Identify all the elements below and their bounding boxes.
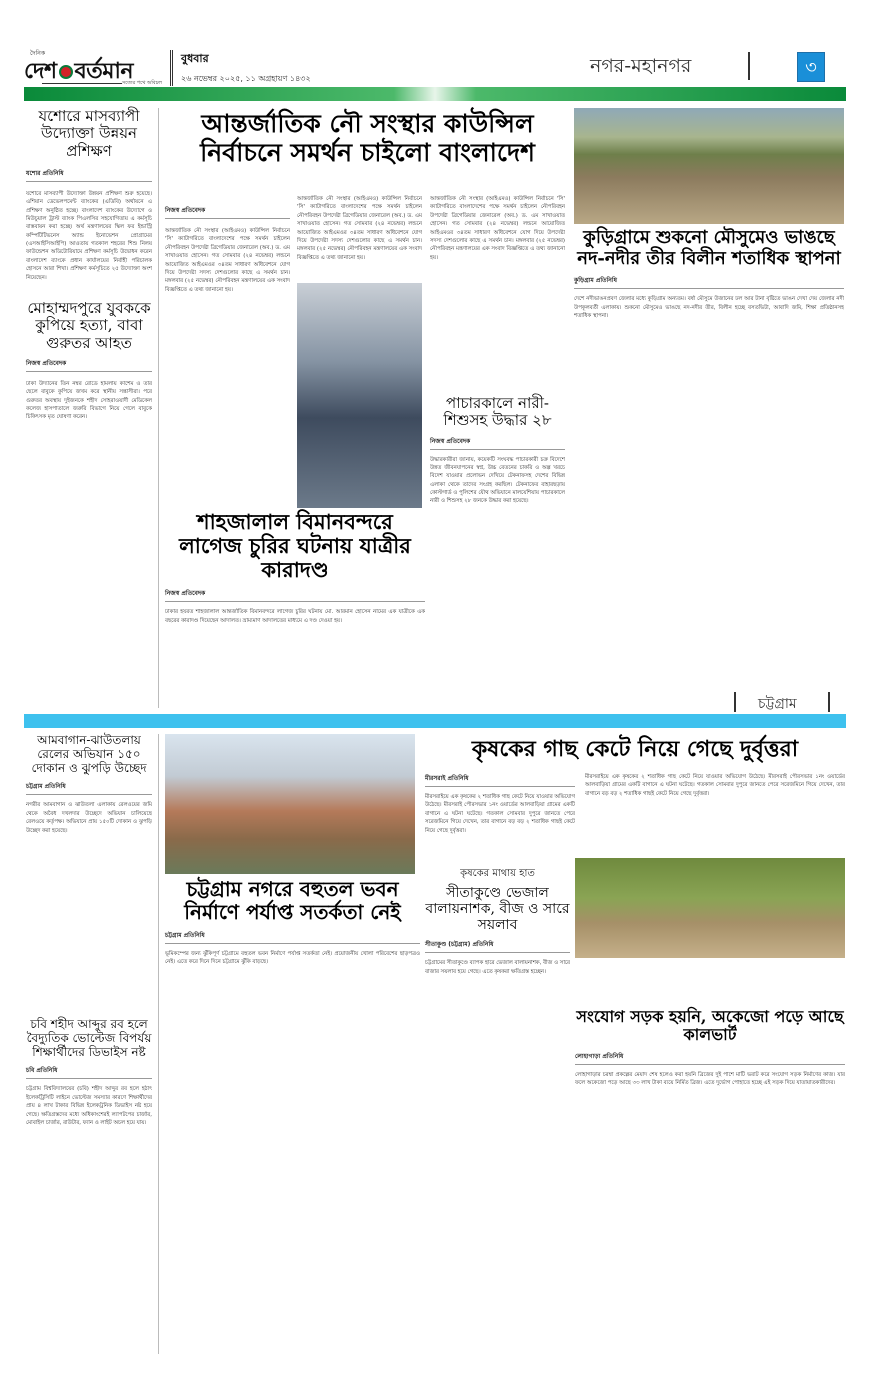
story-headline: চবি শহীদ আব্দুর রব হলে বৈদ্যুতিক ভোল্টেজ বিপর্যয় শিক্ষার্থীদের ডিভাইস নষ্ট (26, 1017, 152, 1059)
photo-highrise-buildings (165, 734, 415, 874)
story-headline: শাহজালাল বিমানবন্দরে লাগেজ চুরির ঘটনায় যাত্রীর কারাদণ্ড (179, 509, 411, 583)
story-body: ঢাকার হযরত শাহজালাল আন্তর্জাতিক বিমানবন্দরে লাগেজ চুরির ঘটনায় মো. আরমান হোসেন নামের এক যাত্রীকে এক বছরের কারাদণ্ড দিয়েছেন আদালত। ভ্রাম্যমাণ আদালতের মাধ্যমে এ দণ্ড দেওয়া হয়। (165, 609, 425, 624)
page-number-badge: ৩ (797, 52, 825, 82)
story-body-continued: আন্তর্জাতিক নৌ সংস্থার (আইএমও) কাউন্সিল নির্বাচনে 'সি' ক্যাটাগরিতে বাংলাদেশের পক্ষে সমর্থন চাইলেন নৌপরিবহন উপদেষ্টা ব্রিগেডিয়ার জেনারেল (অব.) ড. এম সাখাওয়াত হোসেন। গত সোমবার (২৪ নভেম্বর) লন্ডনে আয়োজিত আইএমওর ৩৪তম সাধারণ অধিবেশনে যোগ দিয়ে উপদেষ্টা সদস্য দেশগুলোর কাছে এ সমর্থন চান। মঙ্গলবার (২৫ নভেম্বর) নৌপরিবহন মন্ত্রণালয়ের এক সংবাদ বিজ্ঞপ্তিতে এ তথ্য জানানো হয়। (297, 196, 422, 261)
column-divider (158, 734, 159, 1354)
story-culvert (575, 1008, 845, 1361)
date-block (170, 50, 311, 86)
story-mohammadpur (26, 300, 152, 730)
story-body-continued: মীরসরাইয়ে এক কৃষকের ২ শতাধিক গাছ কেটে নিয়ে যাওয়ার অভিযোগ উঠেছে। মীরসরাই পৌরসভার ১নং ওয়ার্ডের আলবাড়িয়া গ্রামের একটি বাগানে এ ঘটনা ঘটেছে। গতকাল সোমবার দুপুরে জানতে পেরে সরেজমিনে গিয়ে দেখেন, তার বাগানে বড় বড় ২ শতাধিক গাছই কেটে নিয়ে গেছে দুর্বৃত্তরা। (585, 774, 845, 797)
photo-felled-trees (575, 858, 845, 958)
story-headline: যশোরে মাসব্যাপী উদ্যোক্তা উন্নয়ন প্রশিক্ষণ (38, 107, 140, 160)
story-body: চট্টগ্রামের সীতাকুণ্ডে ব্যাপক হারে ভেজাল বালায়নাশক, বীজ ও সারে বাজার সয়লাব হয়ে গেছে। এতে কৃষকরা ক্ষতিগ্রস্ত হচ্ছেন। (425, 960, 570, 975)
story-jessore (26, 108, 152, 318)
story-headline: সংযোগ সড়ক হয়নি, অকেজো পড়ে আছে কালভার্ট (576, 1007, 844, 1045)
story-rail-eviction (26, 734, 152, 981)
story-byline: যশোর প্রতিনিধি (26, 168, 152, 182)
logo-tagline: সত্যের পথে অবিচল (121, 80, 162, 86)
subsection-title: চট্টগ্রাম (758, 696, 797, 712)
story-imo (165, 110, 570, 168)
photo-airport-arrest (297, 283, 422, 508)
story-shahjalal (165, 510, 425, 696)
map-emblem-icon (59, 65, 73, 79)
logo-left-word: দেশ (24, 59, 57, 84)
story-headline: আমবাগান-ঝাউতলায় রেলের অভিযান ১৫০ দোকান ও ঝুপড়ি উচ্ছেদ (31, 733, 147, 775)
story-trafficking (430, 395, 565, 711)
story-farmer-col1 (425, 773, 575, 863)
story-kurigram (574, 228, 844, 630)
story-buildings (165, 878, 420, 1345)
newspaper-logo (22, 48, 162, 88)
story-headline: সীতাকুণ্ডে ভেজাল বালায়নাশক, বীজ ও সারে সয়লাব (425, 885, 570, 934)
logo-small-text: দৈনিক (30, 50, 46, 57)
story-body: লোহাগাড়ার চরম্বা প্রকল্পের মেয়াদ শেষ হলেও করা হয়নি ব্রিজের দুই পাশে মাটি ভরাট করে সংযোগ সড়ক নির্মাণের কাজ। যার ফলে অকেজো পড়ে আছে ৩৩ লাখ টাকা ব্যয়ে নির্মিত ব্রিজ। এতে দুর্ভোগ পোহাতে হচ্ছে এই সড়ক দিয়ে যাতায়াতকারীদের। (575, 1071, 845, 1087)
story-body: আন্তর্জাতিক নৌ সংস্থার (আইএমও) কাউন্সিল নির্বাচনে 'সি' ক্যাটাগরিতে বাংলাদেশের পক্ষে সমর্থন চাইলেন নৌপরিবহন উপদেষ্টা ব্রিগেডিয়ার জেনারেল (অব.) ড. এম সাখাওয়াত হোসেন। গত সোমবার (২৪ নভেম্বর) লন্ডনে আয়োজিত আইএমওর ৩৪তম সাধারণ অধিবেশনে যোগ দিয়ে উপদেষ্টা সদস্য দেশগুলোর কাছে এ সমর্থন চান। মঙ্গলবার (২৫ নভেম্বর) নৌপরিবহন মন্ত্রণালয়ের এক সংবাদ বিজ্ঞপ্তিতে এ তথ্য জানানো হয়। (165, 228, 290, 293)
header-green-bar (24, 87, 846, 101)
story-body: মীরসরাইয়ে এক কৃষকের ২ শতাধিক গাছ কেটে নিয়ে যাওয়ার অভিযোগ উঠেছে। মীরসরাই পৌরসভার ১নং ওয়ার্ডের আলবাড়িয়া গ্রামের একটি বাগানে এ ঘটনা ঘটেছে। গতকাল সোমবার দুপুরে জানতে পেরে সরেজমিনে গিয়ে দেখেন, তার বাগানে বড় বড় ২ শতাধিক গাছই কেটে নিয়ে গেছে দুর্বৃত্তরা। (425, 794, 575, 834)
story-body: ঢাকা উদ্যানের তিন নম্বর রোডে হামলায় কাশেম ও তার ছেলে বাবুকে কুপিয়ে জখম করে স্থানীয় সন্ত্রাসীরা। পরে গুরুতর অবস্থায় দুইজনকে শহীদ সোহরাওয়ার্দী মেডিকেল কলেজ হাসপাতালে জরুরি বিভাগে নিয়ে গেলে বাবুকে চিকিৎসক মৃত ঘোষণা করেন। (26, 380, 152, 421)
story-headline: পাচারকালে নারী-শিশুসহ উদ্ধার ২৮ (443, 394, 552, 430)
date-label: ২৬ নভেম্বর ২০২৫, ১১ অগ্রহায়ণ ১৪৩২ (181, 74, 311, 83)
photo-riverbank-erosion (574, 108, 844, 224)
story-byline: চবি প্রতিনিধি (26, 1065, 152, 1079)
section-title: নগর-মহানগর (590, 55, 692, 77)
column-divider (158, 108, 159, 708)
section-divider (828, 692, 830, 712)
section-divider (734, 692, 736, 712)
story-headline: কুড়িগ্রামে শুকনো মৌসুমেও ভাঙছে নদ-নদীর তীর বিলীন শতাধিক স্থাপনা (577, 227, 841, 269)
story-kicker: কৃষকের মাথায় হাত (460, 868, 535, 879)
story-farmer-trees (425, 737, 845, 762)
story-body: চট্টগ্রাম বিশ্ববিদ্যালয়ের (চবি) শহীদ আব্দুর রব হলে হঠাৎ ইলেকট্রিসিটি লাইনে ভোল্টেজ সমস্যার কারণে শিক্ষার্থীদের প্রায় ৪ লাখ টাকার বিভিন্ন ইলেকট্রনিক ডিভাইস নষ্ট হয়ে গেছে। ক্ষতিগ্রস্তদের মধ্যে অধিকাংশেরই ল্যাপটপের চার্জার, মোবাইল চার্জার, রাউটার, ফ্যান ও লাইট অচল হয়ে যায়। (26, 1086, 152, 1126)
story-headline: মোহাম্মদপুরে যুবককে কুপিয়ে হত্যা, বাবা গুরুতর আহত (27, 299, 151, 352)
story-headline: চট্টগ্রাম নগরে বহুতল ভবন নির্মাণে পর্যাপ্ত সতর্কতা নেই (184, 877, 401, 924)
logo-right-word: বর্তমান (74, 59, 133, 84)
logo-rule (42, 83, 122, 84)
logo-wordmark (24, 54, 133, 91)
story-imo-col1 (165, 205, 290, 467)
story-byline: নিজস্ব প্রতিবেদক (26, 358, 152, 372)
story-headline: আন্তর্জাতিক নৌ সংস্থার কাউন্সিল নির্বাচনে সমর্থন চাইলো বাংলাদেশ (200, 109, 535, 167)
story-body: নগরীর আমবাগান ও ঝাউতলা এলাকায় রেলওয়ের জমি থেকে অবৈধ দখলদার উচ্ছেদে অভিযান চালিয়েছে রেলওয়ে কর্তৃপক্ষ। অভিযানে প্রায় ১৫০টি দোকান ও ঝুপড়ি উচ্ছেদ করা হয়েছে। (26, 802, 152, 834)
story-body: দেশে নদীভাঙনপ্রবণ জেলার মধ্যে কুড়িগ্রাম অন্যতম। বর্ষা মৌসুমে উজানের ঢল আর টানা বৃষ্টিতে ভাঙন দেখা দেয় জেলার নদী উপকূলবর্তী এলাকায়। শুকনো মৌসুমেও ভাঙছে নদ-নদীর তীর, বিলীন হচ্ছে বসতভিটা, আবাদি জমি, শিক্ষা প্রতিষ্ঠানসহ শতাধিক স্থাপনা। (574, 296, 844, 320)
story-byline: চট্টগ্রাম প্রতিনিধি (26, 781, 152, 795)
day-label: বুধবার (181, 52, 209, 65)
story-body: উদ্ধারকারীরা জানায়, কয়েকটি সংঘবদ্ধ পাচারকারী চক্র বিদেশে উন্নত জীবনযাপনের স্বপ্ন, উচ্চ বেতনের চাকরি ও অল্প খরচে বিদেশ যাওয়ার প্রলোভন দেখিয়ে টেকনাফসহ দেশের বিভিন্ন এলাকা থেকে তাদের সংগ্রহ করছিল। টেকনাফের বাহারছড়ায় কোস্টগার্ড ও পুলিশের যৌথ অভিযানে মালয়েশিয়ায় পাচারকালে নারী ও শিশুসহ ২৮ জনকে উদ্ধার করা হয়েছে। (430, 456, 565, 505)
story-cu-voltage (26, 1018, 152, 1355)
story-sitakunda (425, 866, 570, 1354)
story-byline: নিজস্ব প্রতিবেদক (165, 588, 425, 602)
story-headline: কৃষকের গাছ কেটে নিয়ে গেছে দুর্বৃত্তরা (471, 736, 799, 762)
story-byline: নিজস্ব প্রতিবেদক (165, 205, 290, 219)
story-byline: মীরসরাই প্রতিনিধি (425, 773, 575, 787)
story-byline: নিজস্ব প্রতিবেদক (430, 436, 565, 450)
story-body: ভূমিকম্পের জন্য ঝুঁকিপূর্ণ চট্টগ্রামে বহুতল ভবন নির্মাণে পর্যাপ্ত সতর্কতা নেই। প্রয়োজনীয় খোলা পরিবেশের ছাড়পত্রও নেই। এতে করে দিনে দিনে চট্টগ্রামে ঝুঁকি বাড়ছে। (165, 951, 420, 966)
chattogram-cyan-bar (24, 714, 846, 728)
story-byline: সীতাকুণ্ড (চট্টগ্রাম) প্রতিনিধি (425, 939, 570, 953)
story-body-continued: আন্তর্জাতিক নৌ সংস্থার (আইএমও) কাউন্সিল নির্বাচনে 'সি' ক্যাটাগরিতে বাংলাদেশের পক্ষে সমর্থন চাইলেন নৌপরিবহন উপদেষ্টা ব্রিগেডিয়ার জেনারেল (অব.) ড. এম সাখাওয়াত হোসেন। গত সোমবার (২৪ নভেম্বর) লন্ডনে আয়োজিত আইএমওর ৩৪তম সাধারণ অধিবেশনে যোগ দিয়ে উপদেষ্টা সদস্য দেশগুলোর কাছে এ সমর্থন চান। মঙ্গলবার (২৫ নভেম্বর) নৌপরিবহন মন্ত্রণালয়ের এক সংবাদ বিজ্ঞপ্তিতে এ তথ্য জানানো হয়। (430, 196, 565, 261)
story-byline: চট্টগ্রাম প্রতিনিধি (165, 930, 420, 944)
section-divider (748, 52, 750, 80)
story-body: যশোরে মাসব্যাপী উদ্যোক্তা উন্নয়ন প্রশিক্ষণ শুরু হয়েছে। এশিয়ান ডেভেলপমেন্ট ব্যাংকের (এডিবি) অর্থায়নে এ প্রশিক্ষণ অনুষ্ঠিত হচ্ছে। বাংলাদেশ ব্যাংকের উদ্যোগে ও মিউচুয়াল ট্রাস্ট ব্যাংক পিএলসির সহযোগিতায় এ কর্মসূচি বাস্তবায়ন করা হচ্ছে। অর্থ মন্ত্রণালয়ের স্কিল ফর ইন্ডাস্ট্রি কম্পিটিটিভনেস অ্যান্ড ইনোভেশন প্রোগ্রামের (এসআইসিআইপি) আওতায় গতকাল শহরের শিশু নিলয় ফাউন্ডেশন অডিটোরিয়ামে প্রশিক্ষণ কর্মসূচি উদ্বোধন করেন বাংলাদেশ ব্যাংকে প্রধান কার্যালয়ের নির্বাহী পরিচালক হোসনে আরা শিখা। প্রশিক্ষণ কর্মসূচিতে ২৫ উদ্যোক্তা অংশ নিয়েছেন। (26, 190, 152, 281)
story-byline: লোহাগাড়া প্রতিনিধি (575, 1051, 845, 1065)
story-byline: কুড়িগ্রাম প্রতিনিধি (574, 275, 844, 289)
